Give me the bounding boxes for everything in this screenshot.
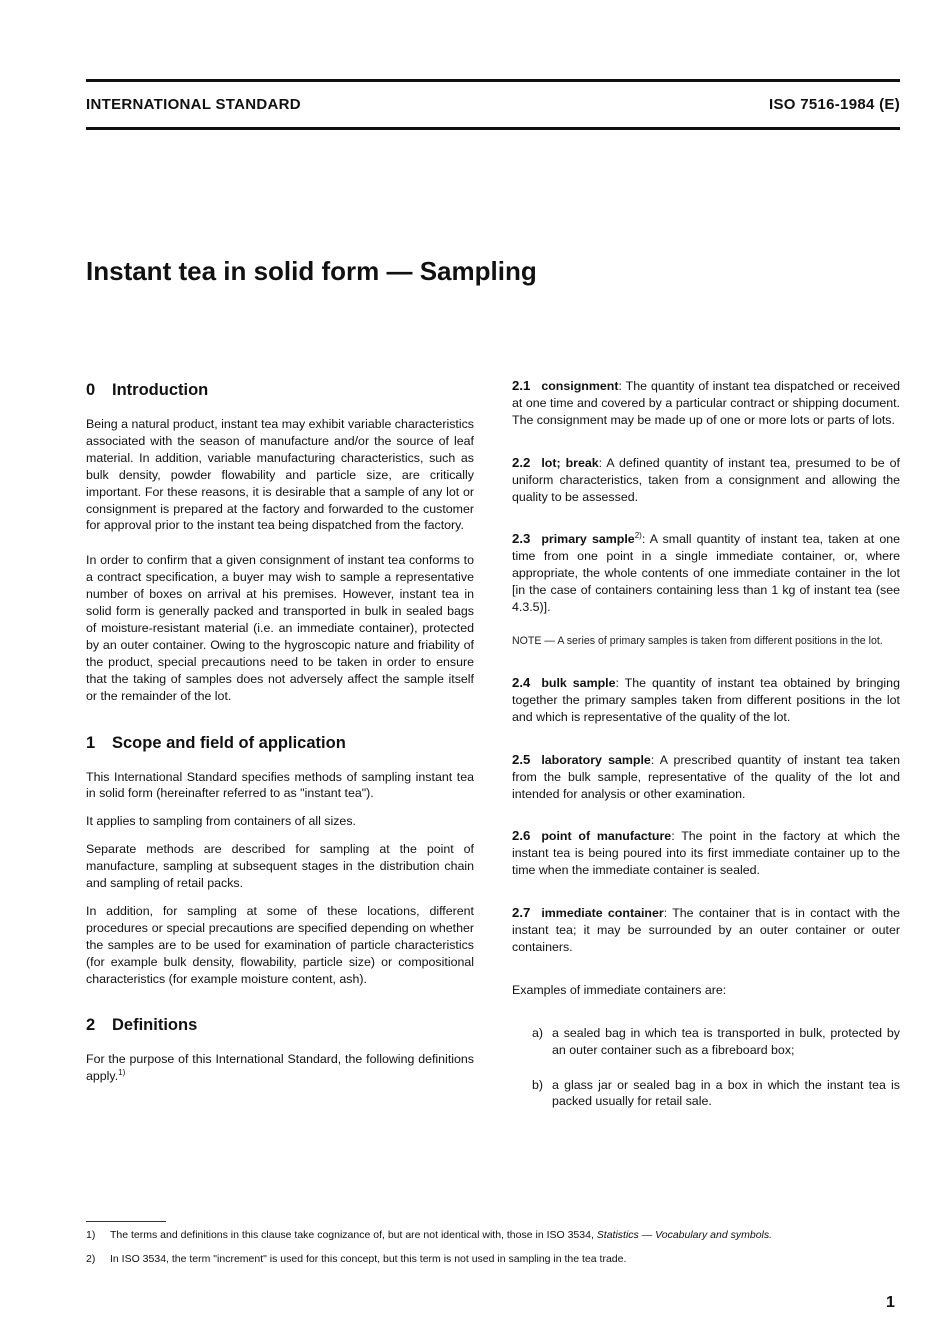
paragraph <box>86 1051 474 1085</box>
left-column <box>86 378 474 1085</box>
document-title: Instant tea in solid form — Sampling <box>86 256 537 286</box>
footnote-reference[interactable]: 2) <box>634 531 642 541</box>
clause-number: 2.6 <box>512 828 531 844</box>
list-item-text: a sealed bag in which tea is transported in bulk, protected by an outer container such as a fibreboard box; <box>552 1025 900 1057</box>
definition-text: The container that is in contact with the instant tea; it may be surrounded by an outer container or outer containers. <box>512 906 900 954</box>
header-top-rule <box>86 79 900 82</box>
footnote-reference[interactable]: 1) <box>118 1068 126 1078</box>
list-item-text: a glass jar or sealed bag in a box in which the instant tea is packed usually for retail sale. <box>552 1077 900 1109</box>
defined-term: immediate container <box>541 906 664 921</box>
section-title: Scope and field of application <box>112 733 346 752</box>
paragraph: In order to confirm that a given consignment of instant tea conforms to a contract specification, a buyer may wish to sample a representative number of boxes on arrival at his premises. However, instant tea in solid form is generally packed and transported in bulk in sealed bags of moisture-resistant material (i.e. an immediate container), protected by an outer container. Owing to the hygroscopic nature and friability of the product, special precautions need to be taken in order to ensure that the taking of samples does not adversely affect the sample itself or the remainder of the lot. <box>86 553 474 703</box>
definition-2-1: 2.1 consignment: The quantity of instant tea dispatched or received at one time and covered by a particular contract or shipping document. The consignment may be made up of one or more lots or parts of lots. <box>512 378 900 427</box>
section-title: Definitions <box>112 1016 198 1035</box>
definition-2-6: 2.6 point of manufacture: The point in the factory at which the instant tea is being poured into its first immediate container up to the time when the immediate container is sealed. <box>512 828 901 878</box>
footnote-text: In ISO 3534, the term "increment" is used for this concept, but this term is not used in sampling in the tea trade. <box>110 1253 627 1265</box>
definition-2-5: 2.5 laboratory sample: A prescribed quantity of instant tea taken from the bulk sample, representative of the quality of the lot and intended for analysis or other examination. <box>512 751 900 801</box>
defined-term: lot; break <box>541 455 599 470</box>
paragraph: It applies to sampling from containers of all sizes. <box>86 814 356 829</box>
definitions-intro-text: For the purpose of this International Standard, the following definitions apply. <box>86 1052 474 1084</box>
definition-2-2: 2.2 lot; break: A defined quantity of instant tea, presumed to be of uniform characteristics, taken from a consignment and allowing the quality to be assessed. <box>512 454 900 504</box>
examples-intro: Examples of immediate containers are: <box>512 982 727 997</box>
clause-number: 2.3 <box>512 531 531 547</box>
examples-list <box>512 1025 900 1111</box>
standard-number: ISO 7516-1984 (E) <box>768 96 900 113</box>
footnote-citation-title: Statistics — Vocabulary and symbols. <box>596 1229 773 1241</box>
paragraph: This International Standard specifies methods of sampling instant tea in solid form (hereinafter referred to as "instant tea"). <box>86 769 474 801</box>
list-item <box>532 1025 900 1059</box>
header-bottom-rule <box>86 127 900 130</box>
footnote-marker: 1) <box>86 1229 96 1241</box>
document-type-label: INTERNATIONAL STANDARD <box>86 96 301 113</box>
paragraph: Being a natural product, instant tea may exhibit variable characteristics associated with the season of manufacture and/or the source of leaf material. In addition, variable manufacturing characteristics, such as bulk density, powder flowability and particle size, are critically important. For these reasons, it is desirable that a sample of any lot or consignment is prepared at the factory and forwarded to the customer for approval prior to the instant tea being dispatched from the factory. <box>86 417 474 533</box>
section-number: 0 <box>86 381 96 399</box>
paragraph: In addition, for sampling at some of these locations, different procedures or special precautions are specified depending on whether the samples are to be used for examination of particle characteristics (for example bulk density, flowability, particle size) or compositional characteristics (for example moisture content, ash). <box>86 903 474 986</box>
list-marker: b) <box>532 1077 544 1092</box>
footnote-text: The terms and definitions in this clause take cognizance of, but are not identical with, those in ISO 3534, <box>110 1229 597 1241</box>
definition-text: The quantity of instant tea dispatched or received at one time and covered by a particular contract or shipping document. The consignment may be made up of one or more lots or parts of lots. <box>512 379 900 427</box>
section-title: Introduction <box>112 381 209 399</box>
note: NOTE — A series of primary samples is taken from different positions in the lot. <box>512 634 883 647</box>
section-number: 2 <box>86 1016 96 1035</box>
section-heading-definitions <box>86 1013 474 1037</box>
footnote-rule <box>86 1221 166 1222</box>
footnote-1 <box>86 1228 906 1242</box>
defined-term: laboratory sample <box>541 752 651 767</box>
defined-term: consignment <box>541 379 619 393</box>
definition-text: The point in the factory at which the instant tea is being poured into its first immediate container up to the time when the immediate container is sealed. <box>512 829 901 878</box>
section-number: 1 <box>86 733 96 752</box>
definition-2-3: 2.3 primary sample$^{2)}$: A small quantity of instant tea, taken at one time from one point in a single immediate container, or, where appropriate, the whole contents of one immediate container in the lot [in the case of containers containing less than 1 kg of instant tea (see 4.3.5)]. <box>512 531 901 615</box>
definition-2-7: 2.7 immediate container: The container that is in contact with the instant tea; it may be surrounded by an outer container or outer containers. <box>512 905 900 954</box>
paragraph: Separate methods are described for sampling at the point of manufacture, sampling at subsequent stages in the distribution chain and sampling of retail packs. <box>86 842 474 891</box>
section-heading-scope <box>86 731 474 755</box>
clause-number: 2.4 <box>512 674 531 690</box>
right-column <box>512 378 900 1110</box>
list-marker: a) <box>532 1025 544 1040</box>
definition-2-4: 2.4 bulk sample: The quantity of instant tea obtained by bringing together the primary samples taken from different positions in the lot and which is representative of the quality of the lot. <box>512 674 900 724</box>
definition-text: A prescribed quantity of instant tea taken from the bulk sample, representative of the quality of the lot and intended for analysis or other examination. <box>512 752 900 801</box>
section-heading-introduction <box>86 378 474 402</box>
clause-number: 2.2 <box>512 454 531 470</box>
clause-number: 2.7 <box>512 905 531 921</box>
defined-term: point of manufacture <box>541 829 672 844</box>
defined-term: bulk sample <box>541 675 616 690</box>
footnote-marker: 2) <box>86 1253 96 1265</box>
clause-number: 2.5 <box>512 751 531 767</box>
definition-text: A defined quantity of instant tea, presumed to be of uniform characteristics, taken from a consignment and allowing the quality to be assessed. <box>512 455 900 504</box>
page-number: 1 <box>886 1294 895 1311</box>
definition-text: A small quantity of instant tea, taken at one time from one point in a single immediate container, or, where appropriate, the whole contents of one immediate container in the lot [in the case of containers containing less than 1 kg of instant tea (see 4.3.5)]. <box>512 532 901 615</box>
clause-number: 2.1 <box>512 378 531 393</box>
definition-text: The quantity of instant tea obtained by bringing together the primary samples taken from different positions in the lot and which is representative of the quality of the lot. <box>512 675 900 724</box>
defined-term: primary sample <box>541 532 635 547</box>
list-item <box>532 1077 900 1111</box>
footnote-2 <box>86 1252 906 1266</box>
